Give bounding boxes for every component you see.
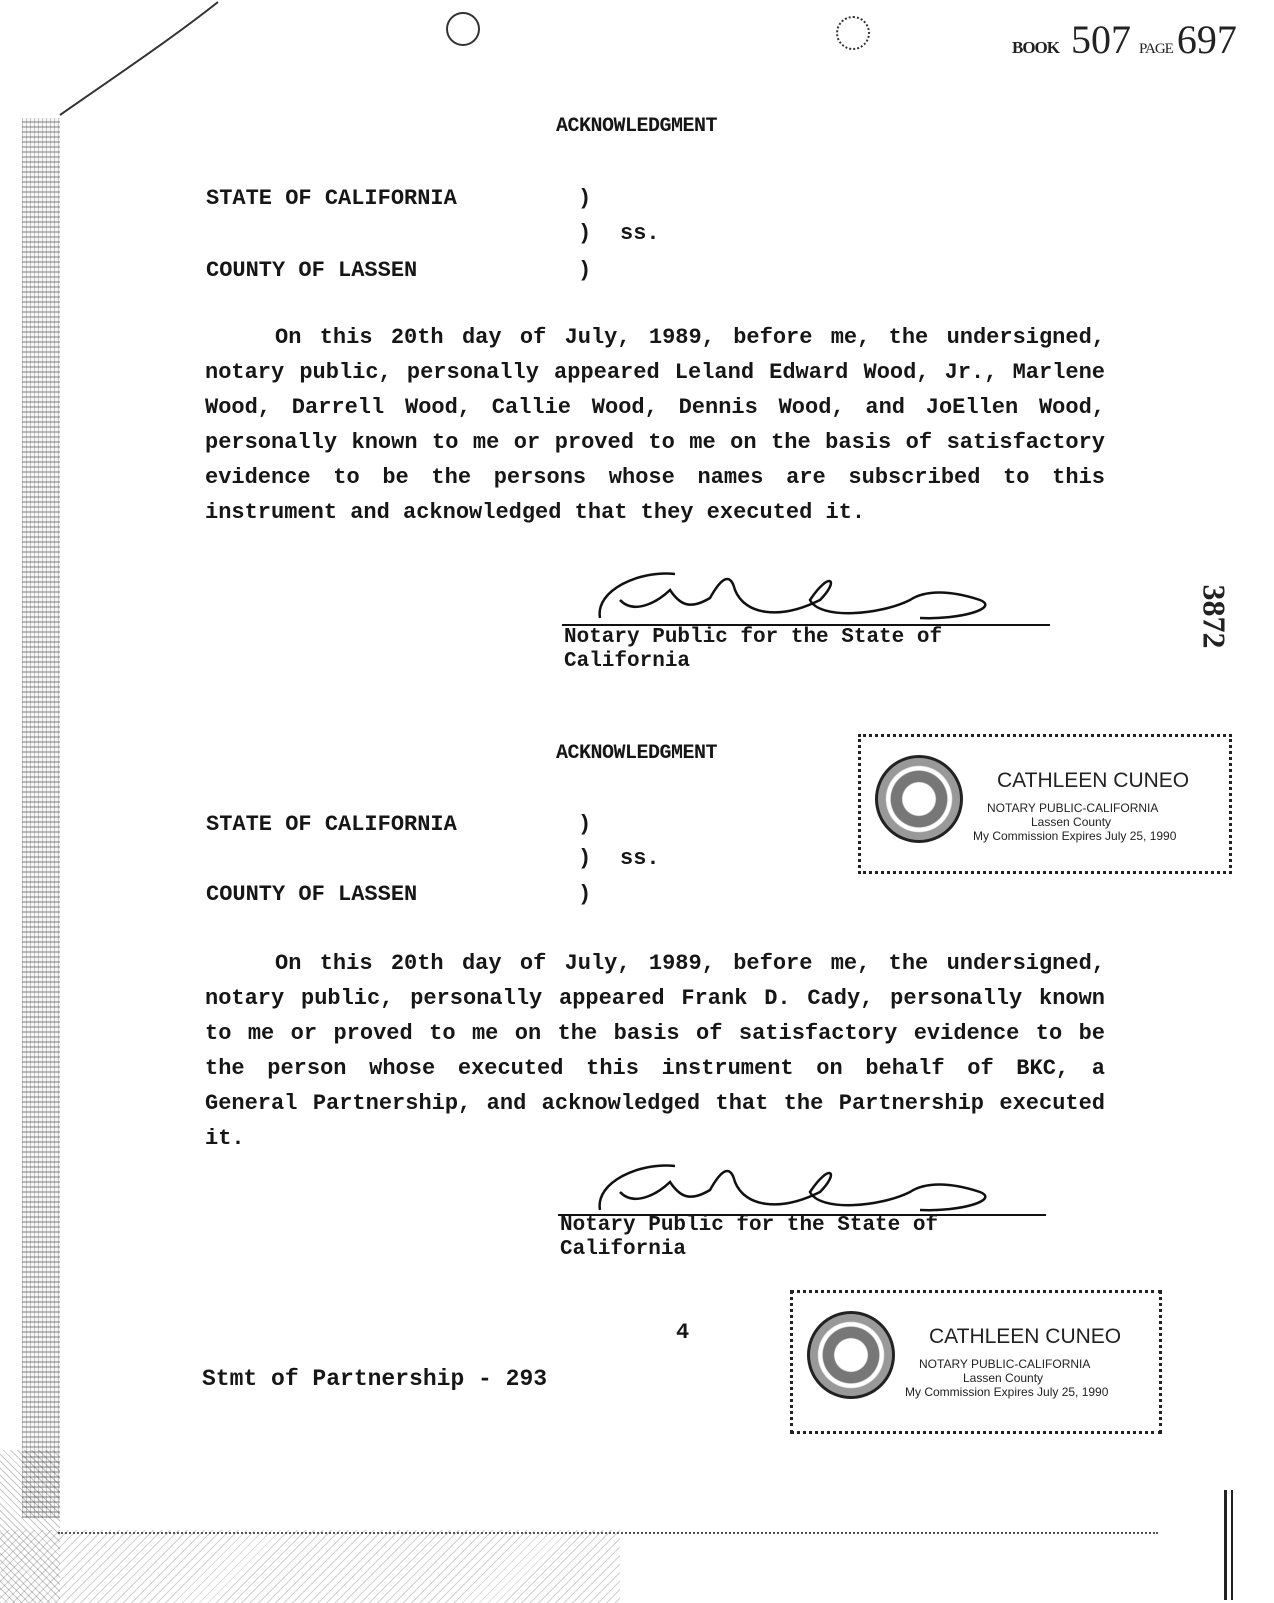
notary-seal-icon — [807, 1311, 895, 1399]
book-number: 507 — [1071, 17, 1132, 62]
stamp1-name: CATHLEEN CUNEO — [997, 769, 1190, 792]
page-number: 697 — [1176, 17, 1237, 62]
ack2-title: ACKNOWLEDGMENT — [556, 742, 718, 765]
punch-hole-left — [446, 12, 480, 46]
stamp2-title: NOTARY PUBLIC-CALIFORNIA — [919, 1357, 1091, 1371]
stamp2-expires: My Commission Expires July 25, 1990 — [905, 1385, 1109, 1399]
ack2-ss: ss. — [620, 846, 660, 871]
ack2-state: STATE OF CALIFORNIA — [206, 812, 457, 837]
doc-reference: Stmt of Partnership - 293 — [202, 1366, 548, 1392]
ack2-body: On this 20th day of July, 1989, before me, the undersigned, notary public, personally appeared Frank D. Cady, personally known to me or proved to me on the basis of satisfactory evidence to be the person whose executed this instrument on behalf of BKC, a General Partnership, and acknowledged that the Partnership executed it. — [205, 951, 1105, 1151]
scan-bottom-edge — [58, 1532, 1158, 1534]
ack2-signature — [580, 1152, 1020, 1222]
book-page-header — [1012, 16, 1237, 63]
ack1-body: On this 20th day of July, 1989, before me, the undersigned, notary public, personally appeared Leland Edward Wood, Jr., Marlene Wood, Darrell Wood, Callie Wood, Dennis Wood, and JoEllen Wood, personally known to me or proved to me on the basis of satisfactory evidence to be the persons whose names are subscribed to this instrument and acknowledged that they executed it. — [205, 325, 1105, 525]
notary-seal-icon — [875, 755, 963, 843]
scan-noise-bottom — [0, 1530, 620, 1603]
ack2-county: COUNTY OF LASSEN — [206, 882, 418, 907]
ack2-notary-line1: Notary Public for the State of — [560, 1214, 939, 1237]
ack1-paren-1: ) — [578, 186, 592, 211]
ack1-ss: ss. — [620, 221, 660, 246]
side-number: 3872 — [1196, 584, 1233, 649]
scan-right-edge — [1224, 1490, 1233, 1600]
ack1-notary-line1: Notary Public for the State of — [564, 626, 943, 649]
ack1-signature — [580, 560, 1020, 630]
ack2-paren-3: ) — [578, 882, 592, 907]
ack1-title: ACKNOWLEDGMENT — [556, 115, 718, 138]
scan-edge-strip — [22, 118, 60, 1518]
ack2-notary-line2: California — [560, 1238, 687, 1261]
ack2-paren-1: ) — [578, 812, 592, 837]
stamp2-name: CATHLEEN CUNEO — [929, 1325, 1122, 1348]
stamp1-title: NOTARY PUBLIC-CALIFORNIA — [987, 801, 1159, 815]
ack1-notary-line2: California — [564, 650, 691, 673]
stamp1-county: Lassen County — [1031, 815, 1112, 829]
notary-stamp-1 — [858, 734, 1232, 874]
punch-hole-right — [836, 16, 870, 50]
stamp2-county: Lassen County — [963, 1371, 1044, 1385]
page-number: 4 — [676, 1320, 690, 1345]
notary-stamp-2 — [790, 1290, 1162, 1434]
stamp1-expires: My Commission Expires July 25, 1990 — [973, 829, 1177, 843]
ack1-paren-2: ) — [578, 221, 592, 246]
page-fold-line — [0, 0, 240, 130]
ack1-state: STATE OF CALIFORNIA — [206, 186, 457, 211]
page-label: PAGE — [1139, 41, 1173, 57]
ack1-paren-3: ) — [578, 258, 592, 283]
book-label: BOOK — [1012, 38, 1060, 57]
ack2-paren-2: ) — [578, 846, 592, 871]
ack1-county: COUNTY OF LASSEN — [206, 258, 418, 283]
